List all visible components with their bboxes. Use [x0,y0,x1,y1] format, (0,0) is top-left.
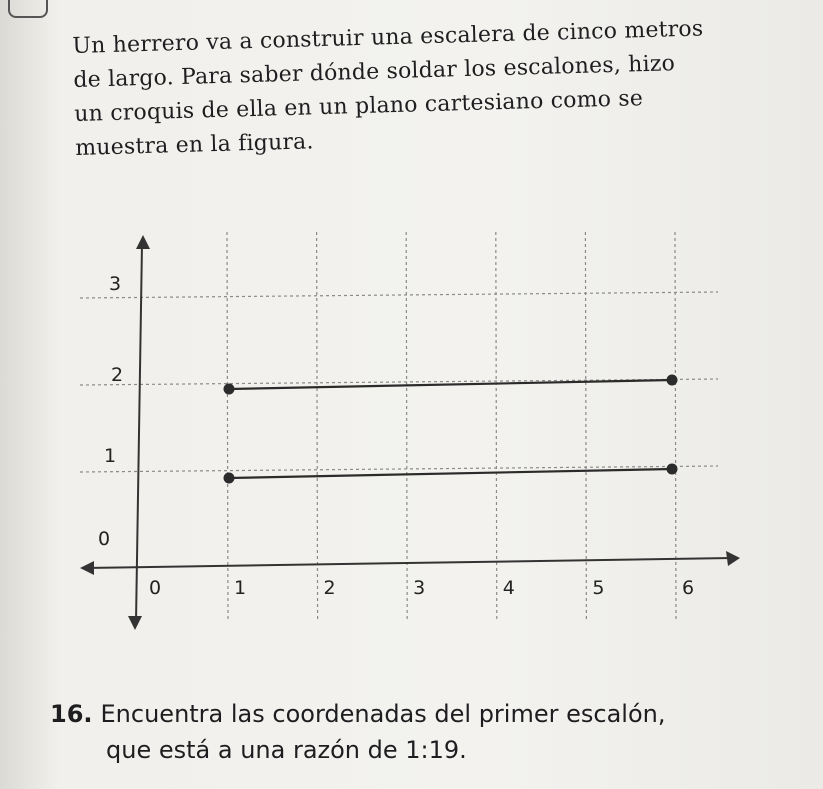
x-tick-label-4: 4 [502,577,515,599]
grid-line-x-5 [585,232,586,622]
axes [80,235,740,630]
statement-line-3: un croquis de ella en un plano cartesiano como se [74,86,644,127]
x-tick-label-1: 1 [233,577,247,599]
x-tick-label-5: 5 [592,577,605,599]
x-tick-label-6: 6 [681,577,695,599]
y-tick-label-3: 3 [108,273,122,295]
question-16 [50,696,823,768]
y-axis-line [136,244,142,622]
step-segment-1 [229,469,672,478]
grid-line-x-6 [675,232,676,622]
statement-line-4: muestra en la figura. [74,129,314,161]
y-tick-label-2: 2 [110,364,124,386]
x-tick-label-0: 0 [148,577,162,599]
step-endpoint-right-2 [667,375,678,386]
x-tick-label-3: 3 [413,577,426,599]
step-endpoint-left-2 [224,384,235,395]
step-endpoint-right-1 [667,464,678,475]
statement-line-1: Un herrero va a construir una escalera de cinco metros [72,16,704,59]
question-line-1: Encuentra las coordenadas del primer escalón, [100,700,666,728]
question-number: 16. [50,700,93,728]
y-tick-label-0: 0 [97,528,111,550]
statement-line-2: de largo. Para saber dónde soldar los escalones, hizo [73,51,676,93]
y-tick-label-1: 1 [103,445,117,467]
step-segment-2 [229,380,672,389]
x-tick-label-2: 2 [323,577,336,599]
grid-line-x-4 [496,232,497,622]
x-axis-arrow-right [726,551,740,566]
x-axis-arrow-left [80,561,94,575]
x-axis-line [84,558,732,568]
y-axis-arrow-up [136,235,150,249]
y-axis-arrow-down [128,616,142,630]
step-endpoint-left-1 [224,473,235,484]
grid-line-y-3 [80,292,718,298]
grid-line-x-1 [227,232,228,622]
question-line-2: que está a una razón de 1:19. [106,736,467,764]
tick-labels [98,273,694,599]
